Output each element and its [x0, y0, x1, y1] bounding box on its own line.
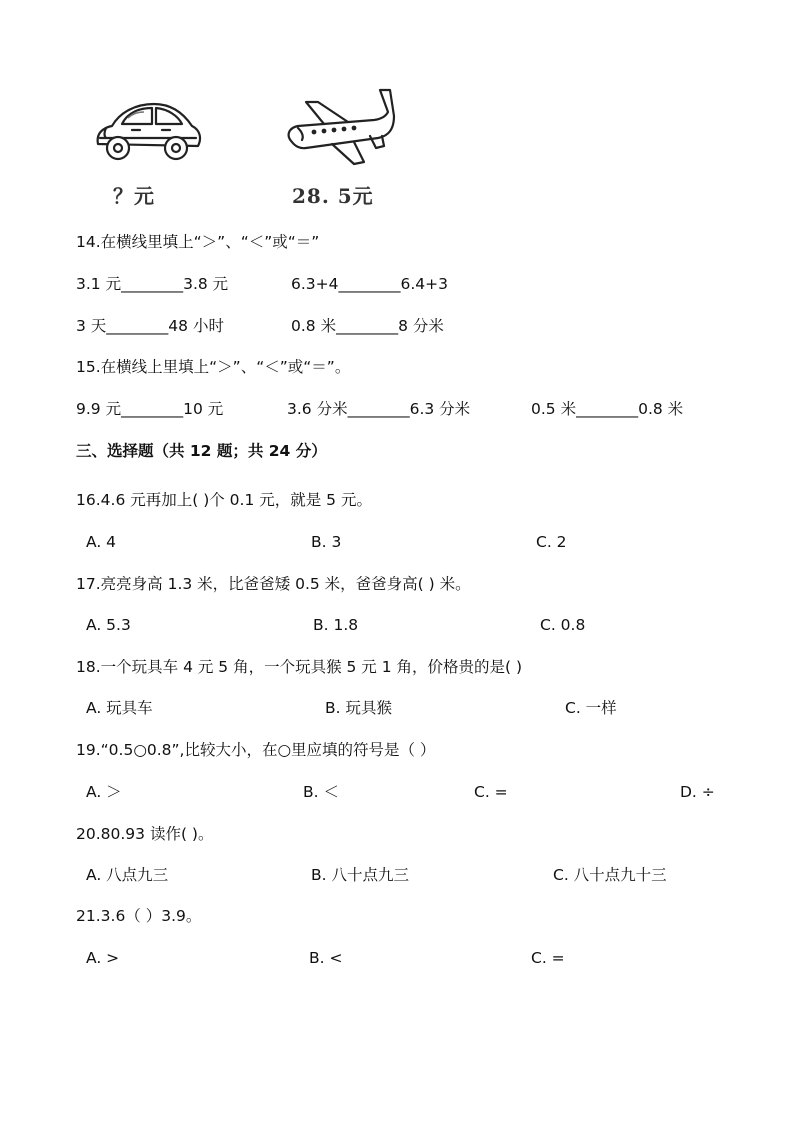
q16-option-b: B. 3 — [311, 533, 342, 551]
airplane-picture — [284, 86, 396, 170]
q20-stem: 20.80.93 读作( )。 — [76, 825, 214, 843]
q15-item-3: 0.5 米________0.8 米 — [531, 400, 684, 418]
q14-item-3: 3 天________48 小时 — [76, 317, 224, 335]
q21-stem: 21.3.6（ ）3.9。 — [76, 907, 202, 925]
airplane-price-label: 28. 5元 — [292, 184, 374, 208]
q17-option-b: B. 1.8 — [313, 616, 359, 634]
q20-option-c: C. 八十点九十三 — [553, 866, 667, 884]
q14-item-1: 3.1 元________3.8 元 — [76, 275, 229, 293]
q17-stem: 17.亮亮身高 1.3 米，比爸爸矮 0.5 米，爸爸身高( ) 米。 — [76, 575, 471, 593]
q14-item-2: 6.3+4________6.4+3 — [291, 275, 448, 293]
q16-option-a: A. 4 — [86, 533, 117, 551]
section-3-heading: 三、选择题（共 12 题；共 24 分） — [76, 442, 327, 460]
q18-option-a: A. 玩具车 — [86, 699, 153, 717]
q17-option-a: A. 5.3 — [86, 616, 131, 634]
q15-item-1: 9.9 元________10 元 — [76, 400, 224, 418]
q18-stem: 18.一个玩具车 4 元 5 角，一个玩具猴 5 元 1 角，价格贵的是( ) — [76, 658, 523, 676]
q18-option-b: B. 玩具猴 — [325, 699, 392, 717]
q21-option-a: A. > — [86, 949, 120, 967]
q14-item-4: 0.8 米________8 分米 — [291, 317, 444, 335]
q19-option-a: A. ＞ — [86, 783, 122, 801]
q16-option-c: C. 2 — [536, 533, 567, 551]
q15-title: 15.在横线上里填上“＞”、“＜”或“＝”。 — [76, 358, 351, 376]
car-picture — [92, 98, 204, 170]
q18-option-c: C. 一样 — [565, 699, 617, 717]
q15-item-2: 3.6 分米________6.3 分米 — [287, 400, 471, 418]
q16-stem: 16.4.6 元再加上( )个 0.1 元，就是 5 元。 — [76, 491, 372, 509]
q14-title: 14.在横线里填上“＞”、“＜”或“＝” — [76, 233, 320, 251]
q19-stem: 19.“0.5○0.8”,比较大小，在○里应填的符号是（ ） — [76, 741, 436, 759]
car-price-label: ？元 — [113, 184, 155, 208]
q17-option-c: C. 0.8 — [540, 616, 586, 634]
q19-option-c: C. = — [474, 783, 508, 801]
q20-option-b: B. 八十点九三 — [311, 866, 409, 884]
q21-option-c: C. = — [531, 949, 565, 967]
q21-option-b: B. < — [309, 949, 343, 967]
q19-option-b: B. ＜ — [303, 783, 339, 801]
q20-option-a: A. 八点九三 — [86, 866, 169, 884]
q19-option-d: D. ÷ — [680, 783, 715, 801]
